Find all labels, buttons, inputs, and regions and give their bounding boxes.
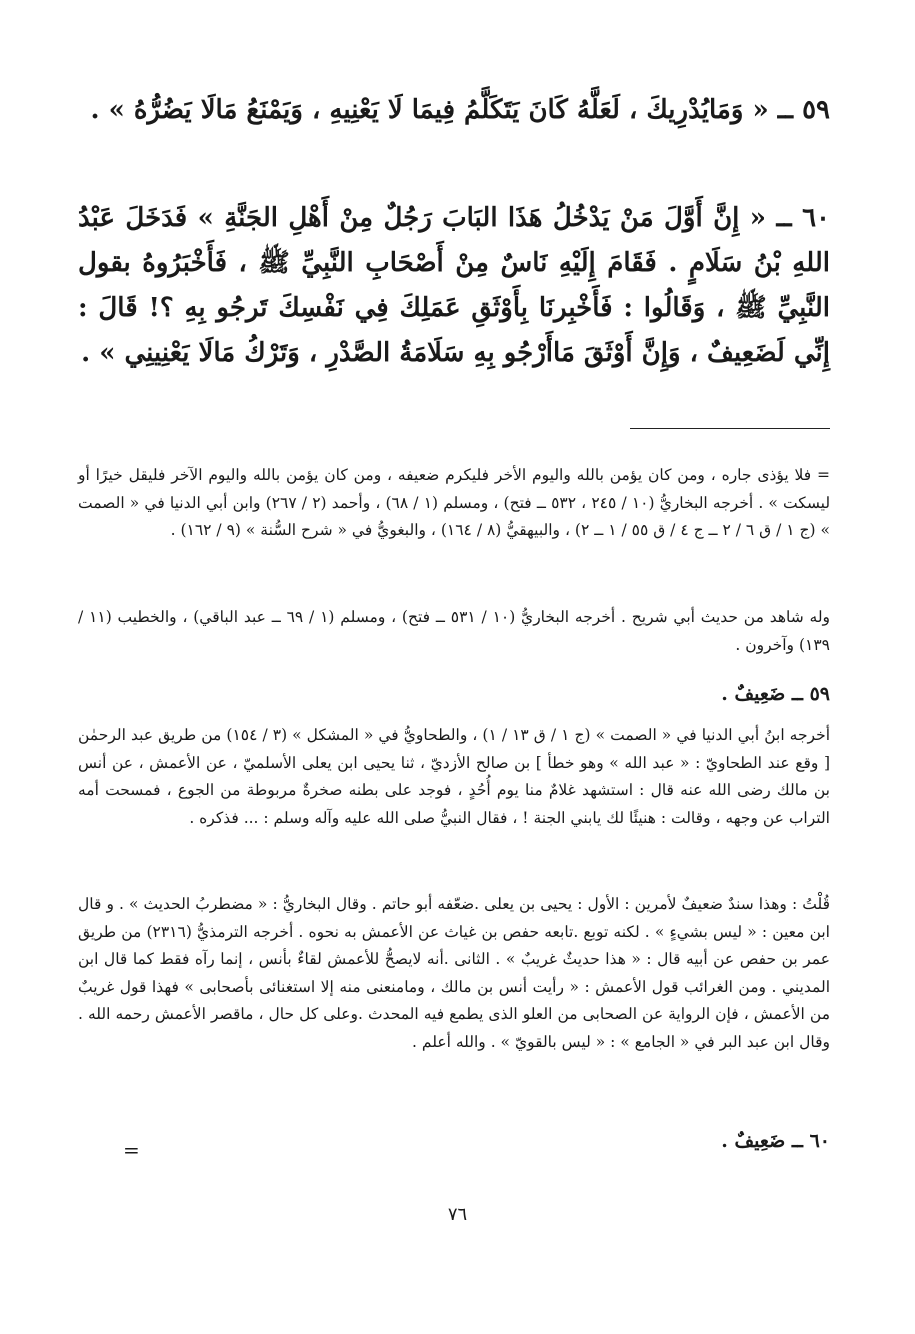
hadith-59-number: ٥٩ ــ: [777, 95, 830, 125]
footnote-divider: [630, 428, 830, 429]
footnote-continuation: = فلا يؤذى جاره ، ومن كان يؤمن بالله واليوم الأخر فليكرم ضعيفه ، ومن كان يؤمن بالله واليوم الآخر فليقل خيرًا أو ليسكت » . أخرجه البخاريُّ (١٠ / ٢٤٥ ، ٥٣٢ ــ فتح) ، ومسلم (١ / ٦٨) ، وأحمد (٢ / ٢٦٧) وابن أبي الدنيا في « الصمت » (ج ١ / ق ٦ / ٢ ــ ج ٤ / ق ٥٥ / ١ ــ ٢) ، والبيهقيُّ (٨ / ١٦٤) ، والبغويُّ في « شرح السُّنة » (٩ / ١٦٢) .: [78, 466, 831, 539]
continuation-mark: =: [123, 1138, 140, 1162]
hadith-59: [78, 88, 830, 133]
takhrij-59: أخرجه ابنُ أبي الدنيا في « الصمت » (ج ١ / ق ١٣ / ١) ، والطحاويُّ في « المشكل » (٣ / ١٥٤) من طريق عبد الرحمٰن [ وقع عند الطحاويّ : « عبد الله » وهو خطأ ] بن صالح الأزديّ ، ثنا يحيى ابن يعلى الأسلميّ ، عن الأعمش ، عن أنس بن مالك رضى الله عنه قال : استشهد غلامٌ منا يوم أُحُدٍ ، فوجد على بطنه صخرةٌ مربوطة من الجوع ، فمسحت أمه التراب عن وجهه ، وقالت : هنيئًا لك يابني الجنة ! ، فقال النبيُّ صلى الله عليه وآله وسلم : ... فذكره .: [78, 726, 831, 827]
hadith-59-text: « وَمَايُدْرِيكَ ، لَعَلَّهُ كَانَ يَتَكَلَّمُ فِيمَا لَا يَعْنِيهِ ، وَيَمْنَعُ مَالَا يَضُرُّهُ » .: [90, 95, 769, 125]
hadith-60: [78, 196, 830, 376]
page-number: ٧٦: [447, 1204, 468, 1225]
heading-59-grade: ٥٩ ــ ضَعِيفٌ .: [721, 683, 830, 705]
heading-60-grade: ٦٠ ــ ضَعِيفٌ .: [721, 1130, 830, 1152]
hadith-60-text: « إِنَّ أَوَّلَ مَنْ يَدْخُلُ هَذَا البَابَ رَجُلٌ مِنْ أَهْلِ الجَنَّةِ » فَدَخَلَ عَبْدُ اللهِ بْنُ سَلَامٍ . فَقَامَ إِلَيْهِ نَاسٌ مِنْ أَصْحَابِ النَّبِيِّ ﷺ ، فَأَخْبَرُوهُ بقول النَّبِيِّ ﷺ ، وَقَالُوا : فَأَخْبِرنَا بِأَوْثَقِ عَمَلِكَ فِي نَفْسِكَ تَرجُو بِهِ ؟! قَالَ : إِنِّي لَضَعِيفٌ ، وَإِنَّ أَوْثَقَ مَاأَرْجُو بِهِ سَلَامَةُ الصَّدْرِ ، وَتَرْكُ مَالَا يَعْنِينِي » .: [78, 203, 830, 368]
footnote-witness: وله شاهد من حديث أبي شريح . أخرجه البخاريُّ (١٠ / ٥٣١ ــ فتح) ، ومسلم (١ / ٦٩ ــ عبد الباقي) ، والخطيب (١١ / ١٣٩) وآخرون .: [78, 608, 831, 654]
commentary-59: قُلْتُ : وهذا سندٌ ضعيفٌ لأمرين : الأول : يحيى بن يعلى .ضعّفه أبو حاتم . وقال البخاريُّ : « مضطربُ الحديث » . و قال ابن معين : « ليس بشيءٍ » . لكنه توبع .تابعه حفص بن غياث عن الأعمش به نحوه . أخرجه الترمذيُّ (٢٣١٦) من طريق عمر بن حفص عن أبيه قال : « هذا حديثٌ غريبٌ » . الثانى .أنه لايصحُّ للأعمش لقاءٌ بأنس ، إنما رآه فقط كما قال ابن المديني . ومن الغرائب قول الأعمش : « رأيت أنس بن مالك ، ومامنعنى منه إلا استغنائى بأصحابى » فهذا قول غريبٌ من الأعمش ، فإن الرواية عن الصحابى من العلو الذى يطمع فيه المحدث .وعلى كل حال ، ماقصر الأعمش رحمه الله . وقال ابن عبد البر في « الجامع » : « ليس بالقويّ » . والله أعلم .: [78, 895, 830, 1051]
hadith-60-number: ٦٠ ــ: [776, 203, 830, 233]
